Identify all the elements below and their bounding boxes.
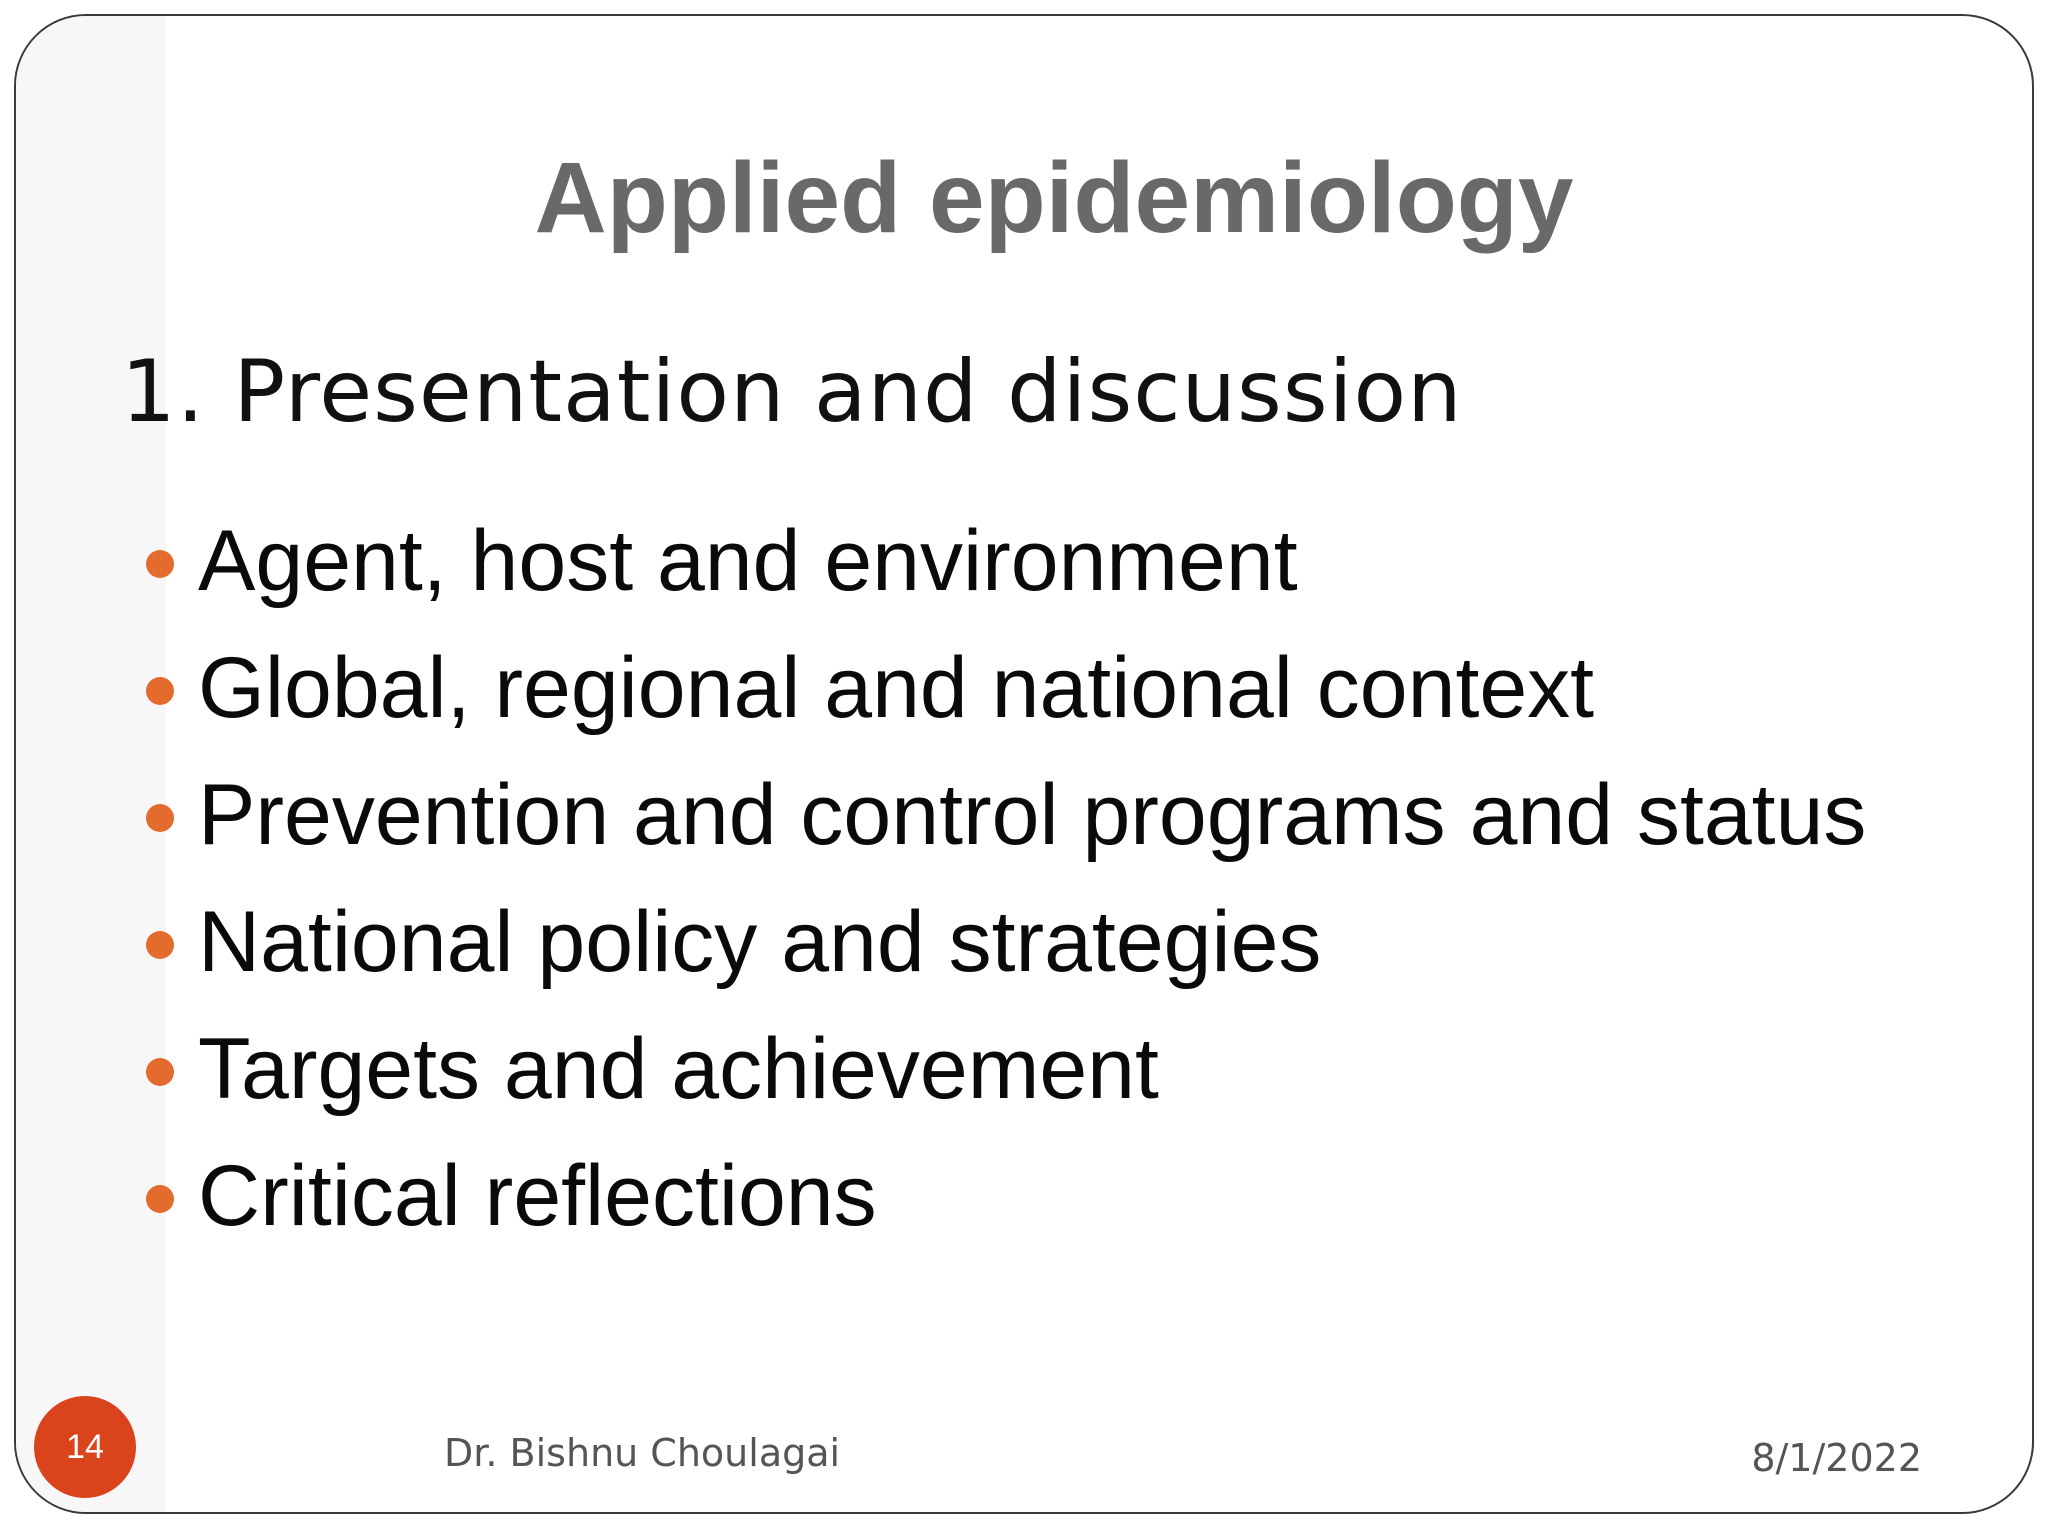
bullet-dot-icon (146, 677, 174, 705)
bullet-text: National policy and strategies (198, 894, 1322, 990)
bullet-text: Targets and achievement (198, 1021, 1159, 1117)
bullet-item (136, 760, 1946, 870)
bullet-item (136, 633, 1946, 743)
bullet-dot-icon (146, 1058, 174, 1086)
bullet-item (136, 506, 1946, 616)
bullet-dot-icon (146, 550, 174, 578)
footer-date: 8/1/2022 (1751, 1436, 1922, 1480)
bullet-item (136, 887, 1946, 997)
page-number-badge: 14 (34, 1396, 136, 1498)
bullet-text: Global, regional and national context (198, 640, 1595, 736)
bullet-dot-icon (146, 931, 174, 959)
bullet-list (136, 506, 1946, 1268)
bullet-text: Critical reflections (198, 1148, 877, 1244)
bullet-item (136, 1141, 1946, 1251)
footer-author: Dr. Bishnu Choulagai (444, 1431, 841, 1475)
bullet-dot-icon (146, 804, 174, 832)
bullet-dot-icon (146, 1185, 174, 1213)
bullet-text: Agent, host and environment (198, 513, 1298, 609)
slide-frame (14, 14, 2034, 1514)
slide-subheading: 1. Presentation and discussion (121, 342, 1463, 442)
bullet-item (136, 1014, 1946, 1124)
slide-title: Applied epidemiology (534, 142, 1574, 254)
bullet-text: Prevention and control programs and status (198, 767, 1867, 863)
